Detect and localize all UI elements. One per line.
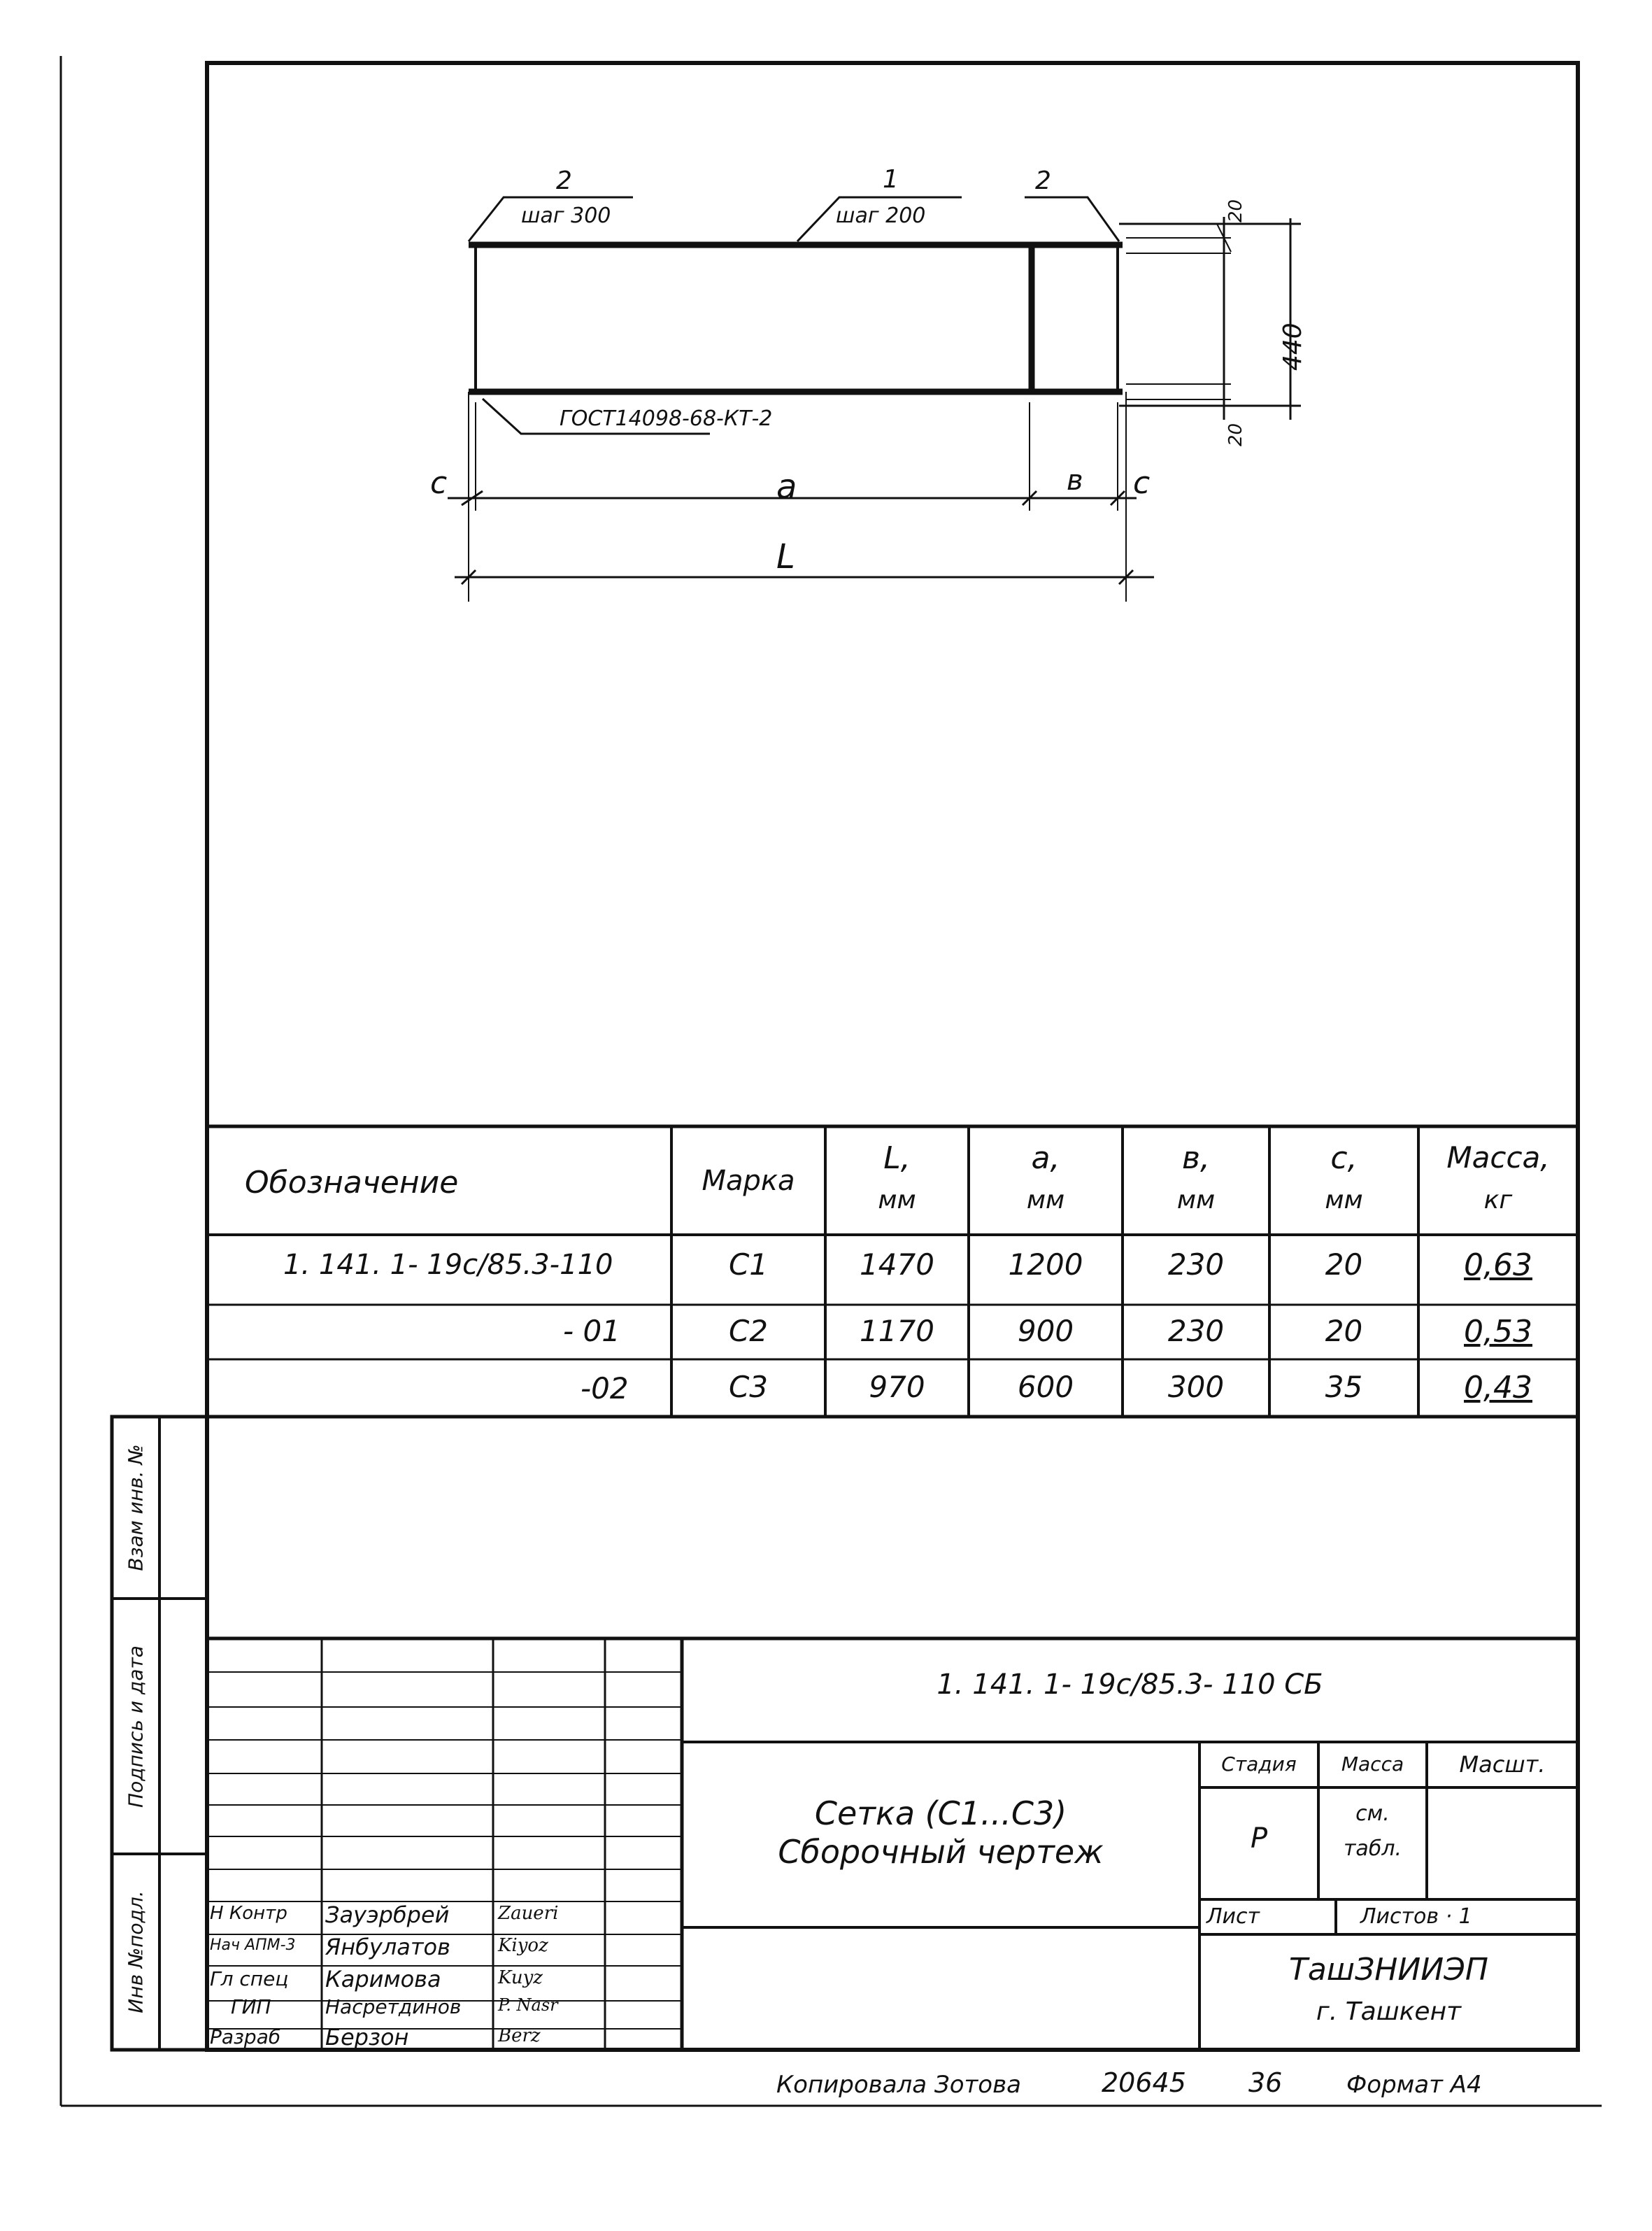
bar-label-left-step: шаг 300	[521, 204, 611, 228]
footer-number: 20645	[1102, 2067, 1186, 2098]
footer-sheet-number: 36	[1248, 2067, 1283, 2098]
header-designation: Обозначение	[245, 1165, 459, 1201]
row-c: 35	[1325, 1370, 1363, 1404]
signature-role: Гл спец	[210, 1967, 289, 1990]
org-line-1: ТашЗНИИЭП	[1288, 1952, 1489, 1988]
signature-name: Зауэрбрей	[325, 1901, 450, 1928]
sheet-label: Лист	[1206, 1904, 1260, 1929]
signature-role: Нач АПМ-3	[210, 1936, 296, 1954]
header-mass-unit: кг	[1483, 1186, 1513, 1214]
org-line-2: г. Ташкент	[1316, 1997, 1462, 2026]
stage-label: Стадия	[1221, 1752, 1297, 1776]
signature-mark: Kuyz	[498, 1967, 543, 1988]
signature-role: Н Контр	[210, 1903, 287, 1924]
sheets-label: Листов · 1	[1360, 1904, 1472, 1929]
row-c: 20	[1325, 1314, 1363, 1348]
row-a: 600	[1017, 1370, 1074, 1404]
header-L-name: L,	[883, 1140, 911, 1176]
title-line-2: Сборочный чертеж	[778, 1833, 1104, 1871]
dim-c-right: c	[1133, 465, 1151, 501]
signature-name: Янбулатов	[325, 1934, 450, 1960]
mass-label: Масса	[1341, 1752, 1404, 1776]
gost-label: ГОСТ14098-68-КТ-2	[560, 406, 773, 431]
signature-mark: Kiyoz	[498, 1935, 548, 1956]
signature-role: Разраб	[210, 2025, 281, 2048]
mass-value-line-1: см.	[1355, 1801, 1390, 1826]
row-designation: 1. 141. 1- 19с/85.3-110	[283, 1249, 613, 1281]
row-mark: С2	[728, 1314, 769, 1348]
footer-format: Формат А4	[1346, 2071, 1482, 2099]
dim-top-offset: 20	[1225, 199, 1246, 222]
header-b-unit: мм	[1176, 1186, 1216, 1214]
row-mark: С1	[728, 1247, 769, 1282]
row-mass: 0,43	[1464, 1370, 1532, 1405]
bar-label-right-num: 2	[1035, 167, 1051, 195]
bar-label-mid-num: 1	[883, 165, 899, 194]
row-mass: 0,53	[1464, 1314, 1532, 1350]
mesh-drawing	[0, 0, 1652, 700]
row-b: 230	[1167, 1314, 1225, 1348]
dim-b: в	[1067, 465, 1083, 497]
side-label-inventory: Инв №подл.	[124, 1890, 148, 2013]
row-b: 230	[1167, 1247, 1225, 1282]
signature-name: Каримова	[325, 1966, 441, 1992]
row-mass: 0,63	[1464, 1247, 1532, 1283]
row-designation: -02	[581, 1371, 629, 1405]
row-a: 1200	[1008, 1247, 1083, 1282]
dim-height: 440	[1279, 323, 1307, 371]
header-mark: Марка	[702, 1165, 795, 1197]
header-c-unit: мм	[1325, 1186, 1363, 1214]
dim-bottom-offset: 20	[1225, 423, 1246, 446]
signature-mark: Zaueri	[498, 1903, 559, 1924]
signature-role: ГИП	[231, 1995, 271, 2018]
dim-L: L	[776, 537, 795, 576]
signature-mark: Berz	[498, 2025, 541, 2046]
header-b-name: в,	[1182, 1140, 1210, 1176]
row-mark: С3	[728, 1370, 769, 1404]
header-L-unit: мм	[878, 1186, 916, 1214]
stage-value: Р	[1250, 1822, 1268, 1855]
doc-code: 1. 141. 1- 19с/85.3- 110 СБ	[937, 1669, 1323, 1701]
signature-name: Берзон	[325, 2024, 409, 2051]
row-c: 20	[1325, 1247, 1363, 1282]
row-b: 300	[1167, 1370, 1225, 1404]
header-a-unit: мм	[1026, 1186, 1065, 1214]
row-L: 1170	[860, 1314, 934, 1348]
bar-label-mid-step: шаг 200	[836, 204, 926, 228]
header-mass-name: Масса,	[1446, 1140, 1550, 1175]
row-L: 970	[869, 1370, 925, 1404]
header-a-name: a,	[1031, 1140, 1060, 1176]
side-label-replacement: Взам инв. №	[124, 1444, 148, 1571]
header-c-name: c,	[1330, 1140, 1358, 1176]
row-L: 1470	[860, 1247, 934, 1282]
dim-a: a	[776, 467, 797, 507]
mass-value-line-2: табл.	[1343, 1836, 1402, 1861]
signature-mark: P. Nasr	[498, 1995, 558, 2015]
side-label-signature-date: Подпись и дата	[124, 1645, 148, 1808]
footer-copied-by: Копировала Зотова	[776, 2071, 1021, 2099]
bar-label-left-num: 2	[556, 167, 572, 195]
dim-c-left: c	[430, 465, 448, 501]
row-a: 900	[1017, 1314, 1074, 1348]
row-designation: - 01	[563, 1314, 620, 1348]
signature-name: Насретдинов	[325, 1995, 462, 2018]
title-line-1: Сетка (С1...С3)	[814, 1794, 1067, 1832]
scale-label: Масшт.	[1459, 1751, 1546, 1778]
